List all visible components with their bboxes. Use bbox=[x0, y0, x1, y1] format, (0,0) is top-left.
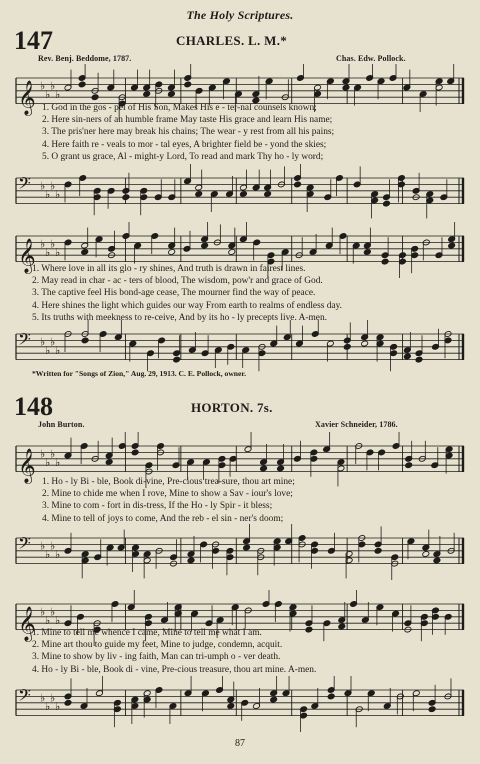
svg-text:𝄞: 𝄞 bbox=[18, 80, 36, 116]
verse-line: 2. Mine to chide me when I rove, Mine to show a Sav - iour's love; bbox=[42, 489, 293, 500]
svg-text:♭: ♭ bbox=[50, 335, 56, 349]
svg-text:♭: ♭ bbox=[40, 691, 46, 705]
verse-block bbox=[32, 263, 342, 324]
svg-text:♭: ♭ bbox=[55, 188, 61, 201]
verse-line: 2. Here sin-ners of an humble frame May taste His grace and learn His name; bbox=[42, 115, 333, 126]
svg-text:𝄞: 𝄞 bbox=[18, 238, 36, 274]
svg-text:♭: ♭ bbox=[45, 344, 51, 357]
svg-text:♭: ♭ bbox=[55, 614, 61, 627]
verse-line: 5. Its truths with meekness to re-ceive, And by its ho - ly precepts live. A-men. bbox=[32, 312, 327, 323]
svg-text:♭: ♭ bbox=[40, 335, 46, 349]
svg-text:𝄞: 𝄞 bbox=[18, 606, 36, 642]
verse-line: 4. Ho - ly Bi - ble, Book di - vine, Pre-cious treasure, thou art mine. A-men. bbox=[32, 664, 317, 675]
verse-line: 4. Mine to tell of joys to come, And the reb - el sin - ner's doom; bbox=[42, 513, 284, 524]
verse-block bbox=[42, 102, 334, 163]
verse-line: 3. The pris'ner here may break his chains; The wear - y rest from all his pains; bbox=[42, 127, 335, 138]
svg-text:♭: ♭ bbox=[40, 179, 46, 193]
svg-text:𝄢: 𝄢 bbox=[18, 329, 31, 353]
page-number: 87 bbox=[235, 738, 245, 749]
svg-text:♭: ♭ bbox=[50, 691, 56, 705]
svg-text:♭: ♭ bbox=[50, 539, 56, 553]
svg-text:♭: ♭ bbox=[40, 237, 46, 251]
verse-line: 4. Here shines the light which guides our way From earth to realms of endless day. bbox=[32, 300, 342, 311]
svg-text:♭: ♭ bbox=[55, 548, 61, 561]
music-staff bbox=[10, 524, 468, 580]
composer-credit: Chas. Edw. Pollock. bbox=[336, 54, 406, 63]
svg-text:♭: ♭ bbox=[40, 79, 46, 93]
svg-text:♭: ♭ bbox=[55, 456, 61, 469]
svg-text:♭: ♭ bbox=[40, 605, 46, 619]
svg-text:♭: ♭ bbox=[40, 539, 46, 553]
bass-staff-svg bbox=[10, 320, 468, 376]
verse-line: 2. Mine art thou to guide my feet, Mine to judge, condemn, acquit. bbox=[32, 640, 283, 651]
verse-line: 1. God in the gos - pel of His Son, Makes His e - ter-nal counsels known; bbox=[42, 103, 317, 113]
svg-text:♭: ♭ bbox=[45, 456, 51, 469]
music-staff bbox=[10, 164, 468, 220]
svg-text:♭: ♭ bbox=[50, 79, 56, 93]
verse-line: 5. O grant us grace, Al - might-y Lord, To read and mark Thy ho - ly word; bbox=[42, 151, 324, 162]
svg-text:♭: ♭ bbox=[55, 344, 61, 357]
composer-credit: Xavier Schneider, 1786. bbox=[315, 420, 398, 429]
svg-text:♭: ♭ bbox=[45, 614, 51, 627]
svg-text:♭: ♭ bbox=[50, 237, 56, 251]
music-staff bbox=[10, 676, 468, 732]
bass-staff-svg bbox=[10, 164, 468, 220]
svg-text:♭: ♭ bbox=[50, 447, 56, 461]
hymn-number: 147 bbox=[14, 26, 53, 55]
verse-line: 4. Here faith re - veals to mor - tal eyes, A brighter field be - yond the skies; bbox=[42, 139, 327, 150]
verse-line: 3. Mine to show by liv - ing faith, Man can tri-umph o - ver death. bbox=[32, 652, 281, 663]
svg-text:♭: ♭ bbox=[45, 548, 51, 561]
svg-text:𝄢: 𝄢 bbox=[18, 685, 31, 709]
svg-text:♭: ♭ bbox=[55, 700, 61, 713]
bass-staff-svg bbox=[10, 676, 468, 732]
svg-text:𝄢: 𝄢 bbox=[18, 173, 31, 197]
bass-staff-svg bbox=[10, 524, 468, 580]
footnote: *Written for "Songs of Zion," Aug. 29, 1913. C. E. Pollock, owner. bbox=[32, 369, 246, 378]
tune-name: CHARLES. L. M.* bbox=[176, 33, 288, 48]
author-credit: Rev. Benj. Beddome, 1787. bbox=[38, 54, 132, 63]
verse-block bbox=[32, 627, 316, 676]
verse-line: 1. Ho - ly Bi - ble, Book di-vine, Pre-cious trea-sure, thou art mine; bbox=[42, 477, 295, 487]
svg-text:𝄞: 𝄞 bbox=[18, 448, 36, 484]
svg-text:♭: ♭ bbox=[45, 88, 51, 101]
svg-text:♭: ♭ bbox=[45, 188, 51, 201]
svg-text:♭: ♭ bbox=[45, 700, 51, 713]
verse-line: 1. Mine to tell me whence I came, Mine to tell me what I am. bbox=[32, 628, 262, 638]
music-staff bbox=[10, 320, 468, 376]
tune-name: HORTON. 7s. bbox=[191, 400, 273, 415]
svg-text:♭: ♭ bbox=[45, 246, 51, 259]
svg-text:𝄢: 𝄢 bbox=[18, 533, 31, 557]
svg-text:♭: ♭ bbox=[40, 447, 46, 461]
svg-text:♭: ♭ bbox=[50, 605, 56, 619]
svg-text:♭: ♭ bbox=[50, 179, 56, 193]
hymn-number: 148 bbox=[14, 392, 53, 421]
verse-line: 2. May read in char - ac - ters of blood, The wisdom, pow'r and grace of God. bbox=[32, 276, 323, 287]
verse-line: 3. The captive feel His bond-age cease, The mourner find the way of peace. bbox=[32, 288, 316, 299]
svg-text:♭: ♭ bbox=[55, 246, 61, 259]
verse-line: 1. Where love in all its glo - ry shines, And truth is drawn in fairest lines. bbox=[32, 264, 306, 274]
verse-block bbox=[42, 476, 295, 525]
svg-text:♭: ♭ bbox=[55, 88, 61, 101]
verse-line: 3. Mine to com - fort in dis-tress, If the Ho - ly Spir - it bless; bbox=[42, 501, 273, 512]
running-head: The Holy Scriptures. bbox=[186, 8, 294, 22]
author-credit: John Burton. bbox=[38, 420, 85, 429]
